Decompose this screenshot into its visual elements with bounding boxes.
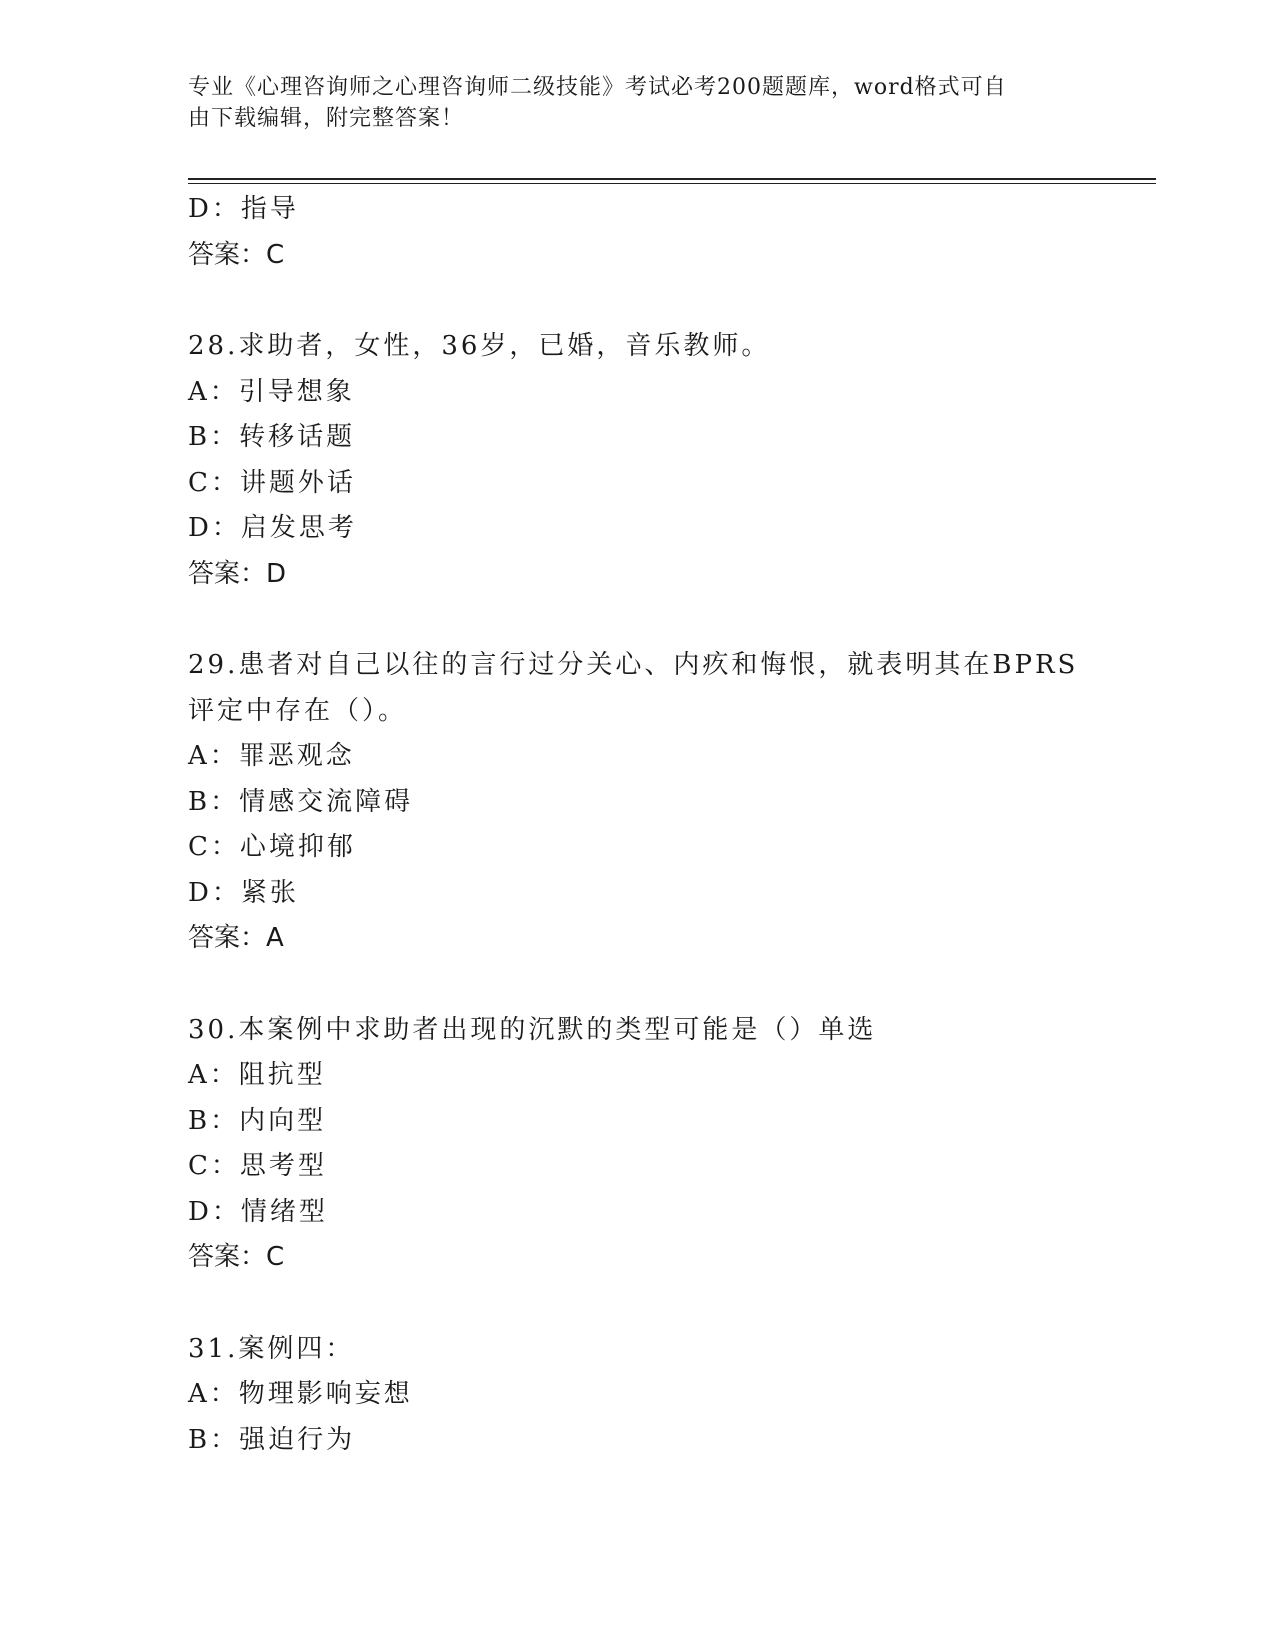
option-a: A：罪恶观念 [188, 741, 355, 771]
option-d: D：情绪型 [188, 1196, 328, 1227]
question-stem: 30.本案例中求助者出现的沉默的类型可能是（）单选 [188, 1014, 877, 1045]
option-b: B：强迫行为 [188, 1424, 356, 1455]
option-d: D：指导 [188, 194, 299, 224]
question-list [188, 187, 1088, 1463]
option-c: C：思考型 [188, 1151, 327, 1181]
header-divider-thin [188, 183, 1156, 184]
option-b: B：情感交流障碍 [188, 786, 414, 817]
option-d: D：启发思考 [188, 513, 357, 543]
header-line-2: 由下载编辑，附完整答案！ [188, 106, 465, 131]
spacer [188, 278, 1088, 324]
option-b: B：转移话题 [188, 422, 356, 452]
header-line-1: 专业《心理咨询师之心理咨询师二级技能》考试必考200题题库，word格式可自 [188, 75, 1007, 100]
option-c: C：心境抑郁 [188, 832, 356, 862]
question-stem-line-1: 29.患者对自己以往的言行过分关心、内疚和悔恨，就表明其在BPRS [188, 650, 1079, 680]
answer-line: 答案：A [188, 923, 284, 953]
option-a: A：阻抗型 [188, 1060, 326, 1090]
option-b: B：内向型 [188, 1105, 327, 1136]
option-a: A：引导想象 [188, 376, 355, 407]
question-29 [188, 643, 1088, 962]
document-header [188, 72, 1068, 134]
option-c: C：讲题外话 [188, 467, 356, 498]
option-a: A：物理影响妄想 [188, 1379, 413, 1409]
option-d: D：紧张 [188, 877, 299, 908]
spacer [188, 962, 1088, 1008]
spacer [188, 597, 1088, 643]
spacer [188, 1281, 1088, 1327]
question-stem: 28.求助者，女性，36岁，已婚，音乐教师。 [188, 331, 771, 361]
answer-line: 答案：C [188, 1242, 285, 1272]
question-30 [188, 1008, 1088, 1281]
question-stem: 31.案例四： [188, 1333, 355, 1364]
answer-line: 答案：C [188, 239, 285, 270]
question-31 [188, 1327, 1088, 1464]
answer-line: 答案：D [188, 558, 287, 589]
question-28 [188, 324, 1088, 597]
header-divider-thick [188, 178, 1156, 180]
question-stem-line-2: 评定中存在（）。 [188, 695, 408, 726]
